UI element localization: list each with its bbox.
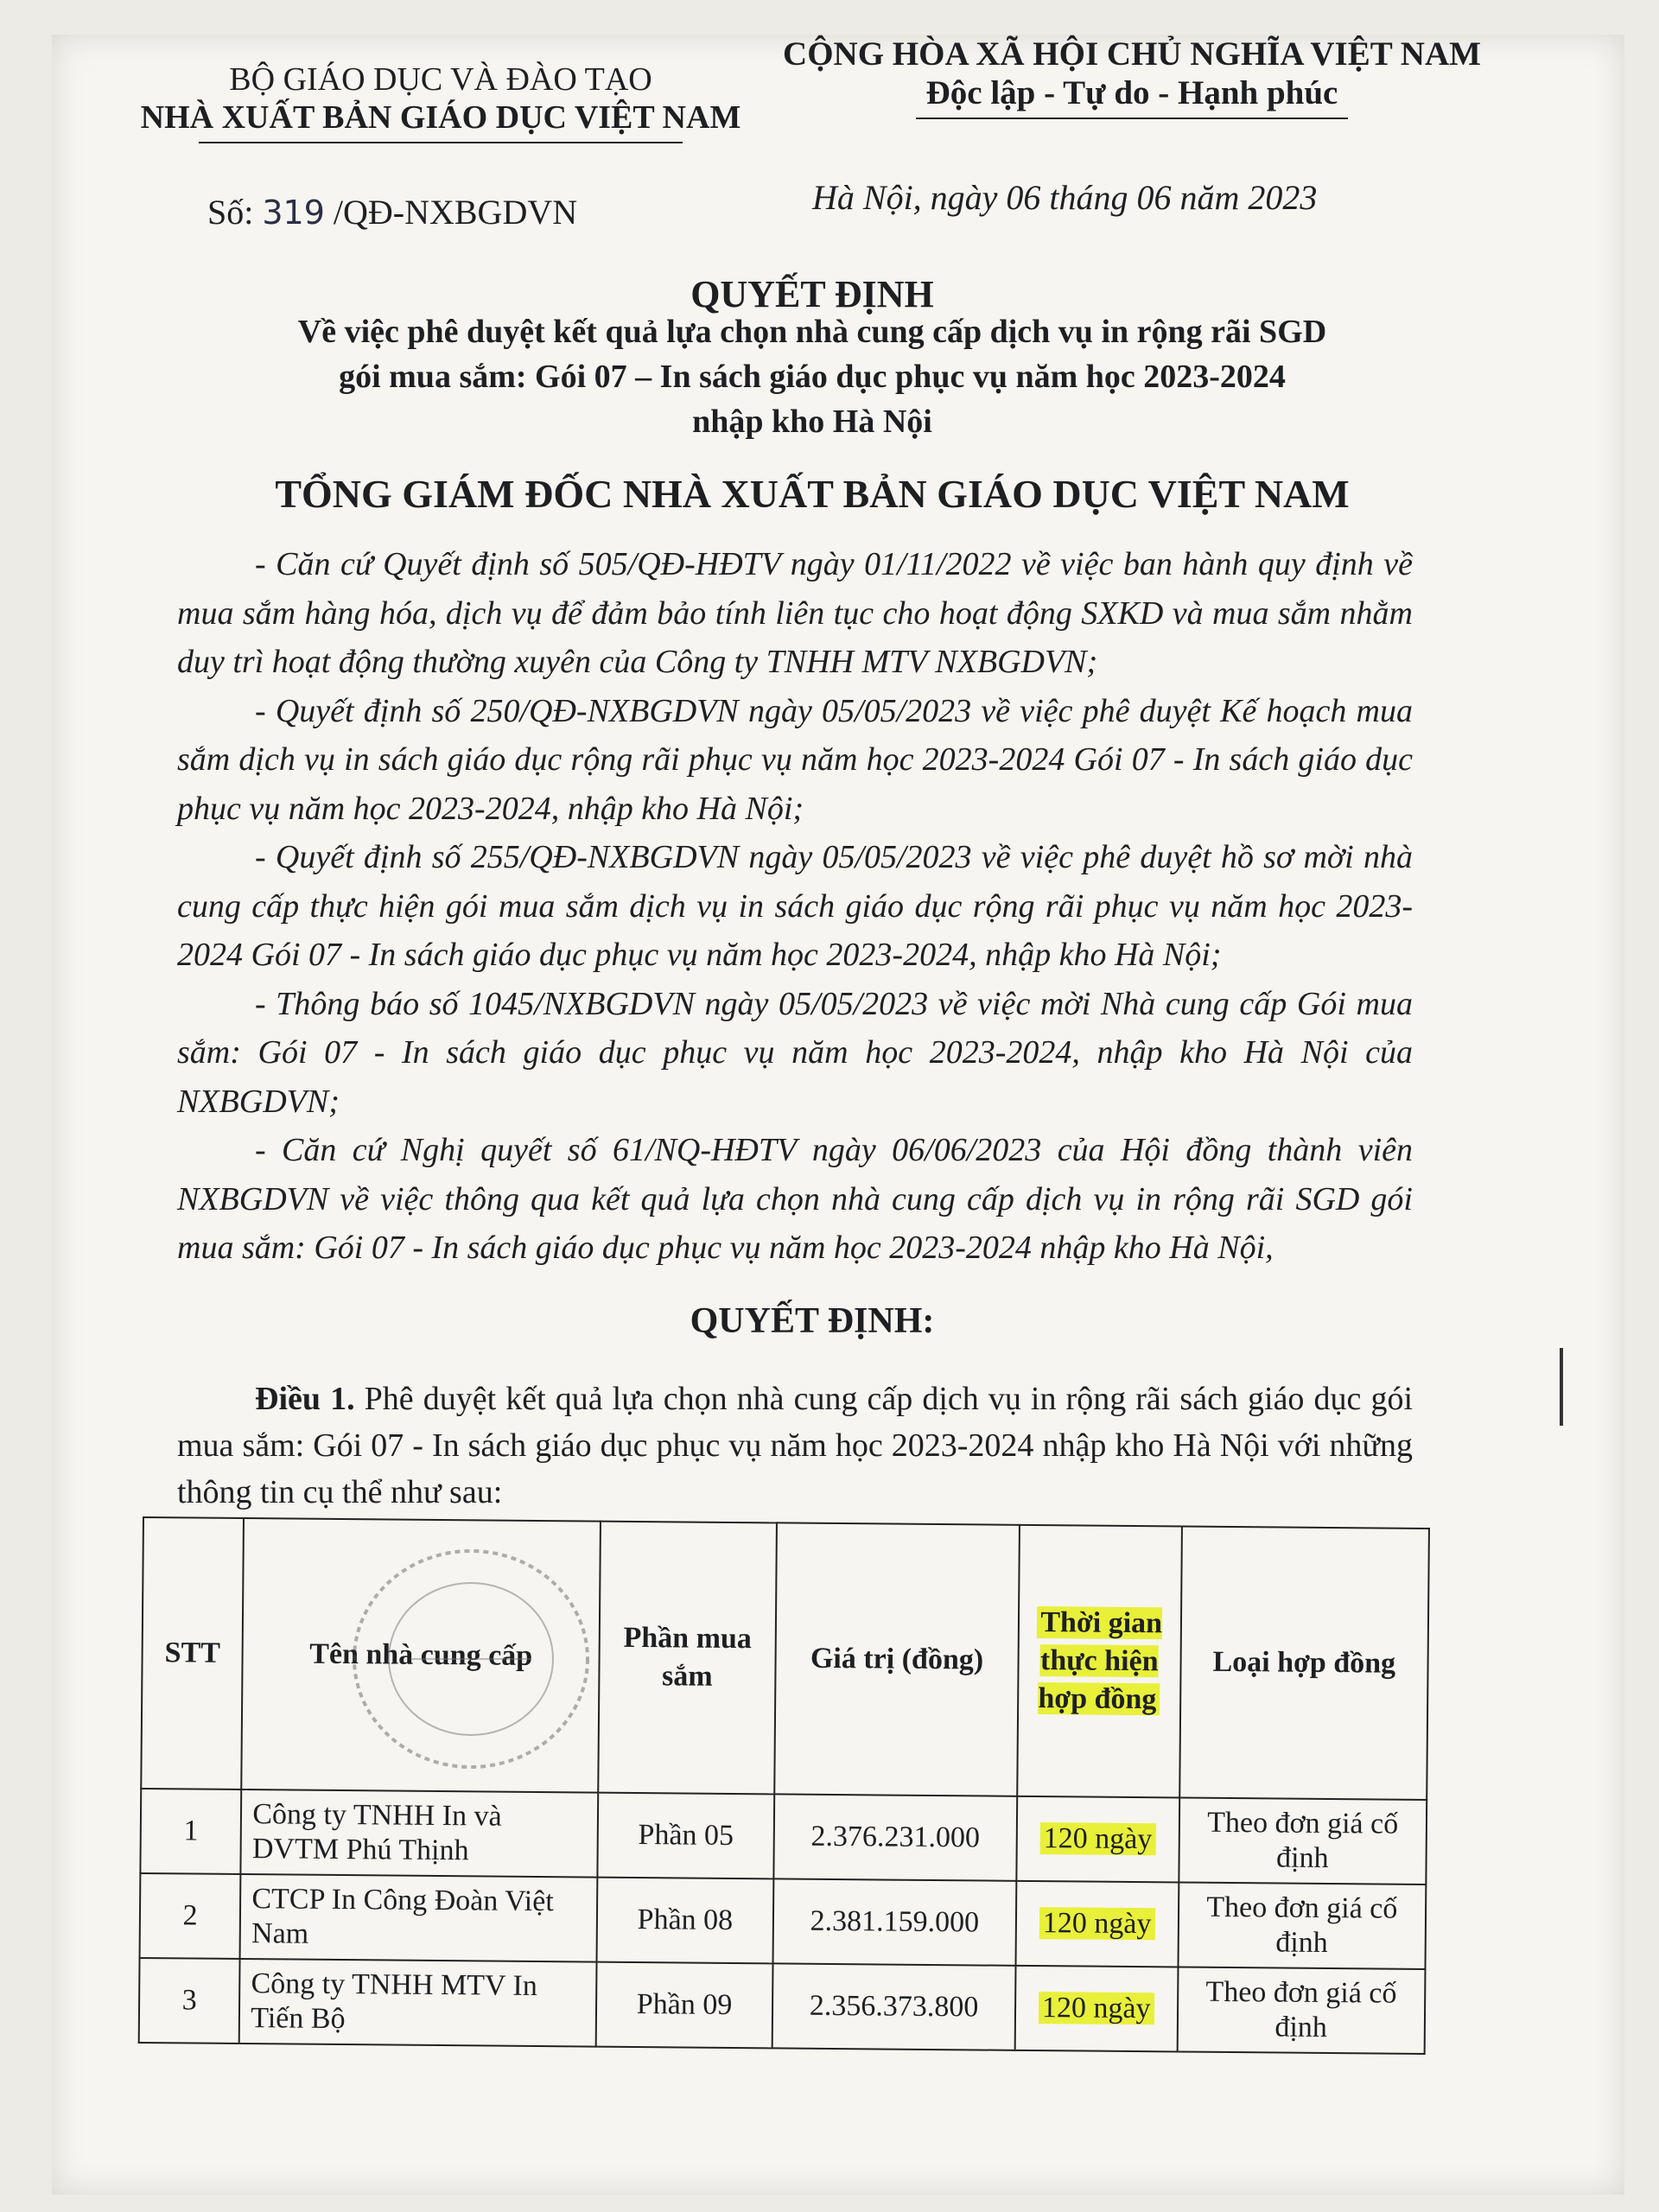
subject-line-1: Về việc phê duyệt kết quả lựa chọn nhà cung cấp dịch vụ in rộng rãi SGD: [297, 314, 1327, 350]
subject-line-2: gói mua sắm: Gói 07 – In sách giáo dục phục vụ năm học 2023-2024: [339, 359, 1286, 395]
table-row: [140, 1789, 1427, 1885]
cell-contract-type: Theo đơn giá cố định: [1179, 1797, 1427, 1884]
article-text: Phê duyệt kết quả lựa chọn nhà cung cấp dịch vụ in rộng rãi sách giáo dục gói mua sắm: Gói 07 - In sách giáo dục phục vụ năm học 2023-2024 nhập kho Hà Nội với những thông tin cụ thể như sau:: [177, 1381, 1413, 1510]
cell-part: Phần 09: [596, 1962, 773, 2049]
header-stt: STT: [141, 1517, 244, 1789]
country-name: CỘNG HÒA XÃ HỘI CHỦ NGHĨA VIỆT NAM: [783, 35, 1481, 73]
authority-title: TỔNG GIÁM ĐỐC NHÀ XUẤT BẢN GIÁO DỤC VIỆT NAM: [275, 472, 1350, 516]
cell-part: Phần 05: [597, 1793, 774, 1879]
binder-mark: [1560, 1348, 1563, 1426]
cell-duration: [1016, 1796, 1179, 1883]
cell-supplier-name: Công ty TNHH In và DVTM Phú Thịnh: [241, 1789, 598, 1878]
cell-stt: 3: [139, 1958, 240, 2044]
header-supplier-name: Tên nhà cung cấp: [242, 1518, 601, 1793]
cell-stt: 2: [140, 1873, 241, 1959]
cell-value: 2.356.373.800: [772, 1963, 1016, 2050]
header-value: Giá trị (đồng): [774, 1522, 1020, 1796]
ground-item: - Quyết định số 250/QĐ-NXBGDVN ngày 05/05/2023 về việc phê duyệt Kế hoạch mua sắm dịch vụ in sách giáo dục rộng rãi phục vụ năm học 2023-2024 Gói 07 - In sách giáo dục phục vụ năm học 2023-2024, nhập kho Hà Nội;: [177, 692, 1413, 827]
cell-value: 2.381.159.000: [773, 1878, 1017, 1965]
table-row: [139, 1958, 1426, 2054]
subject-line-3: nhập kho Hà Nội: [692, 404, 932, 440]
number-prefix: Số:: [207, 193, 263, 232]
cell-part: Phần 08: [596, 1878, 773, 1964]
article-label: Điều 1.: [255, 1381, 355, 1417]
header-part: Phần mua sắm: [598, 1522, 777, 1795]
document-date: Hà Nội, ngày 06 tháng 06 năm 2023: [812, 178, 1318, 217]
national-header: [743, 35, 1521, 119]
cell-stt: 1: [140, 1789, 241, 1874]
cell-contract-type: Theo đơn giá cố định: [1177, 1967, 1425, 2053]
ground-item: - Quyết định số 255/QĐ-NXBGDVN ngày 05/05/2023 về việc phê duyệt hồ sơ mời nhà cung cấp thực hiện gói mua sắm dịch vụ in sách giáo dục rộng rãi phục vụ năm học 2023-2024 Gói 07 - In sách giáo dục phục vụ năm học 2023-2024, nhập kho Hà Nội;: [177, 839, 1413, 973]
duration-highlight: 120 ngày: [1040, 1822, 1156, 1855]
faded-seal-stamp: [341, 1538, 601, 1780]
table-header-row: [141, 1517, 1429, 1800]
issuer-header: [121, 60, 760, 143]
duration-highlight: 120 ngày: [1039, 1992, 1154, 2024]
results-table: [138, 1516, 1430, 2055]
legal-grounds: [177, 540, 1413, 1273]
number-suffix: /QĐ-NXBGDVN: [324, 193, 578, 232]
ground-item: - Căn cứ Nghị quyết số 61/NQ-HĐTV ngày 06/06/2023 của Hội đồng thành viên NXBGDVN về việc thông qua kết quả lựa chọn nhà cung cấp dịch vụ in rộng rãi SGD gói mua sắm: Gói 07 - In sách giáo dục phục vụ năm học 2023-2024 nhập kho Hà Nội,: [177, 1132, 1413, 1266]
decision-heading: QUYẾT ĐỊNH:: [690, 1301, 935, 1341]
national-motto: Độc lập - Tự do - Hạnh phúc: [925, 74, 1338, 111]
duration-highlight: 120 ngày: [1039, 1907, 1155, 1940]
ground-item: - Thông báo số 1045/NXBGDVN ngày 05/05/2023 về việc mời Nhà cung cấp Gói mua sắm: Gói 07 - In sách giáo dục phục vụ năm học 2023-2024, nhập kho Hà Nội của NXBGDVN;: [177, 985, 1413, 1120]
motto-underline: [916, 118, 1348, 119]
header-contract-type: Loại hợp đồng: [1179, 1526, 1429, 1799]
article-1: [177, 1376, 1413, 1516]
ministry-name: BỘ GIÁO DỤC VÀ ĐÀO TẠO: [229, 61, 652, 98]
decision-title: QUYẾT ĐỊNH: [690, 273, 934, 315]
cell-duration: [1015, 1881, 1178, 1967]
handwritten-number: 319: [262, 194, 325, 232]
cell-supplier-name: CTCP In Công Đoàn Việt Nam: [240, 1874, 597, 1962]
cell-value: 2.376.231.000: [773, 1794, 1017, 1880]
ground-item: - Căn cứ Quyết định số 505/QĐ-HĐTV ngày 01/11/2022 về việc ban hành quy định về mua sắm hàng hóa, dịch vụ để đảm bảo tính liên tục cho hoạt động SXKD và mua sắm nhằm duy trì hoạt động thường xuyên của Công ty TNHH MTV NXBGDVN;: [177, 546, 1413, 680]
header-duration: [1017, 1525, 1181, 1798]
table-row: [140, 1873, 1427, 1969]
cell-contract-type: Theo đơn giá cố định: [1178, 1882, 1426, 1968]
cell-supplier-name: Công ty TNHH MTV In Tiến Bộ: [239, 1959, 596, 2047]
document-number: [207, 192, 577, 232]
decision-subject: [173, 309, 1452, 444]
cell-duration: [1015, 1966, 1178, 2052]
issuer-underline: [199, 142, 683, 143]
publisher-name: NHÀ XUẤT BẢN GIÁO DỤC VIỆT NAM: [140, 99, 741, 136]
header-duration-highlight: Thời gian thực hiện hợp đồng: [1038, 1606, 1163, 1716]
